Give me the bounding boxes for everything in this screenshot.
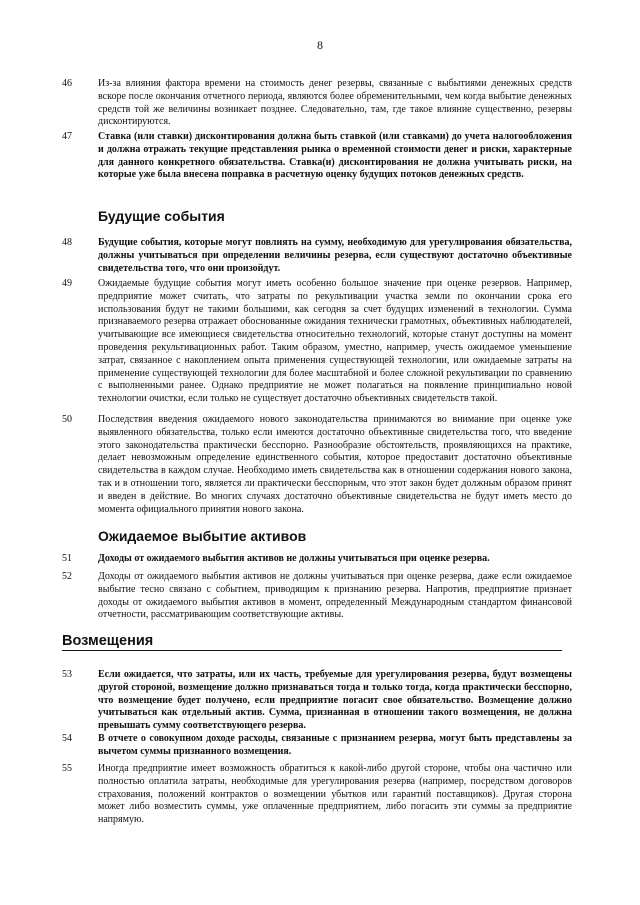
paragraph-number: 49 bbox=[62, 278, 72, 289]
paragraph-55 bbox=[62, 763, 572, 827]
paragraph-53 bbox=[62, 669, 572, 733]
paragraph-number: 54 bbox=[62, 733, 72, 744]
paragraph-text: Из-за влияния фактора времени на стоимость денег резервы, связанные с выбытиями денежных средств вскоре после окончания отчетного периода, являются более обременительными, чем когда выбытие денежных средств той же величины возникает позднее. Следовательно, там, где такое влияние существенно, резервы дисконтируются. bbox=[98, 78, 572, 128]
paragraph-number: 51 bbox=[62, 553, 72, 564]
paragraph-text: Иногда предприятие имеет возможность обратиться к какой-либо другой стороне, чтобы она частично или полностью оплатила затраты, необходимые для урегулирования резерва (например, посредством договоров страхования, положений контрактов о возмещении убытков или гарантий поставщиков). Другая сторона может либо возместить суммы, уже оплаченные предприятием, либо погасить эти суммы за предприятие напрямую. bbox=[98, 763, 572, 826]
paragraph-46 bbox=[62, 78, 572, 129]
paragraph-48 bbox=[62, 237, 572, 275]
paragraph-number: 55 bbox=[62, 763, 72, 774]
paragraph-number: 46 bbox=[62, 78, 72, 89]
paragraph-text: Ожидаемые будущие события могут иметь особенно большое значение при оценке резервов. Например, предприятие может считать, что затраты по рекультивации участка земли по окончании срока его использования будут не такими большими, как сегодня за счет будущих изменений в технологии. Сумма признаваемого резерва отражает обоснованные ожидания технически грамотных, объективных наблюдателей, учитывающие все имеющиеся свидетельства относительно технологий, которые станут доступны на момент проведения рекультивационных работ. Таким образом, уместно, например, учесть ожидаемое уменьшение затрат, связанное с накоплением опыта применения существующей технологии, или ожидаемые затраты на применение существующей технологии для более масштабной и более сложной рекультивации по сравнению с выполненными ранее. Однако предприятие не может полагаться на появление принципиально новой технологии очистки, если только не существует достаточно объективных свидетельств такой. bbox=[98, 278, 572, 405]
section-title-expected-disposal: Ожидаемое выбытие активов bbox=[98, 528, 307, 544]
paragraph-text: Будущие события, которые могут повлиять на сумму, необходимую для урегулирования обязательства, должны учитываться при определении величины резерва, если существуют достаточно объективные свидетельства того, что они произойдут. bbox=[98, 237, 572, 274]
paragraph-50 bbox=[62, 414, 572, 516]
paragraph-51 bbox=[62, 553, 572, 566]
paragraph-text: Последствия введения ожидаемого нового законодательства принимаются во внимание при оценке уже выявленного обязательства, только если имеются достаточно объективные свидетельства того, что введение этого законодательства практически бесспорно. Разнообразие обстоятельств, проявляющихся на практике, делает невозможным определение единственного события, которое предоставит достаточно объективные свидетельства в каждом случае. Необходимо иметь свидетельства как в отношении содержания нового закона, так и в отношении того, является ли практически бесспорным, что этот закон будет должным образом принят и введен в действие. Во многих случаях достаточно объективные свидетельства не будут иметь место до момента официального принятия нового закона. bbox=[98, 414, 572, 515]
paragraph-number: 53 bbox=[62, 669, 72, 680]
section-title-reimbursements: Возмещения bbox=[62, 633, 562, 651]
paragraph-number: 47 bbox=[62, 131, 72, 142]
paragraph-number: 48 bbox=[62, 237, 72, 248]
paragraph-54 bbox=[62, 733, 572, 759]
section-title-future-events: Будущие события bbox=[98, 208, 225, 224]
paragraph-text: В отчете о совокупном доходе расходы, связанные с признанием резерва, могут быть представлены за вычетом суммы признанного возмещения. bbox=[98, 733, 572, 757]
paragraph-52 bbox=[62, 571, 572, 622]
paragraph-number: 52 bbox=[62, 571, 72, 582]
paragraph-47 bbox=[62, 131, 572, 182]
page-number: 8 bbox=[317, 38, 323, 52]
paragraph-text: Доходы от ожидаемого выбытия активов не должны учитываться при оценке резерва, даже если ожидаемое выбытие тесно связано с событием, приводящим к признанию резерва. Напротив, предприятие признает доходы от ожидаемого выбытия активов в момент, определенный Международным стандартом финансовой отчетности, рассматривающим соответствующие активы. bbox=[98, 571, 572, 621]
paragraph-number: 50 bbox=[62, 414, 72, 425]
paragraph-text: Доходы от ожидаемого выбытия активов не должны учитываться при оценке резерва. bbox=[98, 553, 490, 564]
paragraph-text: Если ожидается, что затраты, или их часть, требуемые для урегулирования резерва, будут возмещены другой стороной, возмещение должно признаваться тогда и только тогда, когда практически бесспорно, что возмещение будет получено, если предприятие погасит свое обязательство. Возмещение должно учитываться как отдельный актив. Сумма, признанная в отношении такого возмещения, не должна превышать сумму соответствующего резерва. bbox=[98, 669, 572, 732]
paragraph-49 bbox=[62, 278, 572, 406]
paragraph-text: Ставка (или ставки) дисконтирования должна быть ставкой (или ставками) до учета налогообложения и должна отражать текущие представления рынка о временной стоимости денег и риски, характерные для данного конкретного обязательства. Ставка(и) дисконтирования не должна учитывать риски, на которые уже была внесена поправка в расчетную оценку будущих потоков денежных средств. bbox=[98, 131, 572, 181]
